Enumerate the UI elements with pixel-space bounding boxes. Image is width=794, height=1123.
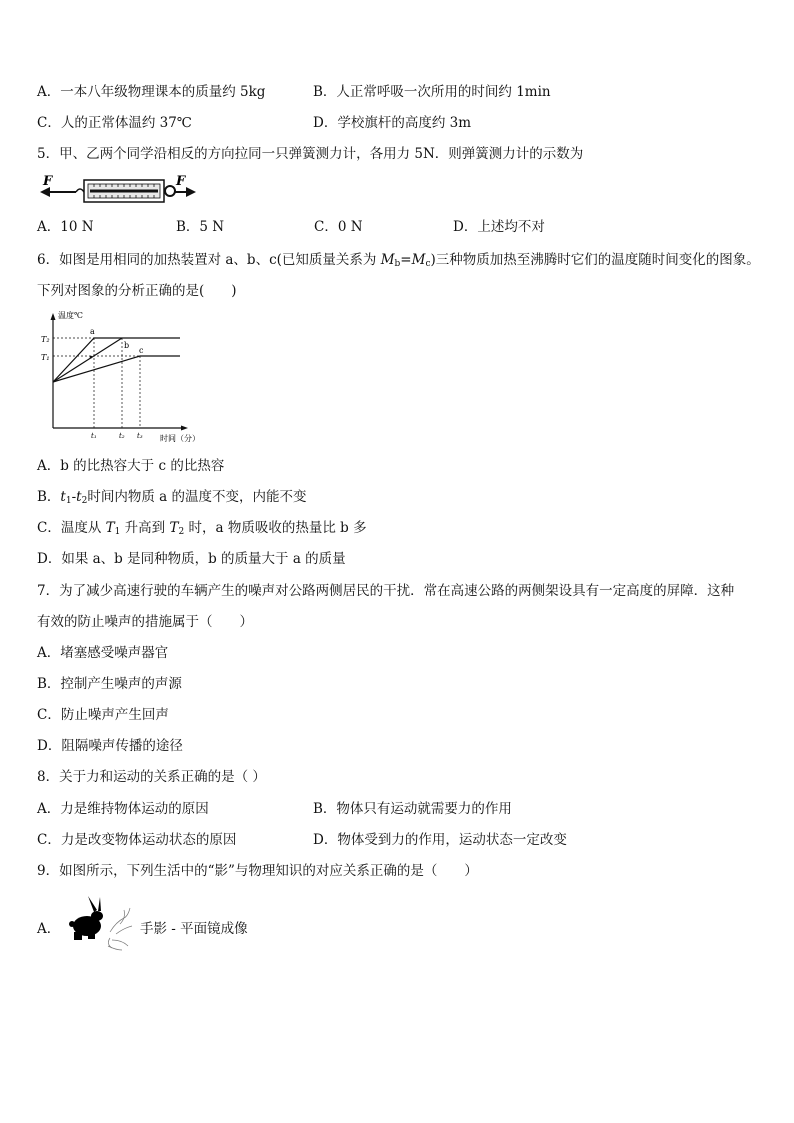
- q8-stem: 8．关于力和运动的关系正确的是（ ）: [37, 769, 266, 785]
- temperature-time-graph: [36, 308, 216, 446]
- q6-option-c-text: 时，a 物质吸收的热量比 b 多: [184, 520, 367, 536]
- q6-option-c-prefix: C．温度从: [37, 520, 106, 536]
- curve-a-label: a: [90, 327, 95, 336]
- q6-option-b-t2: t: [76, 489, 82, 505]
- q6-option-a: A．b 的比热容大于 c 的比热容: [37, 458, 225, 474]
- q6-option-c-mid: 升高到: [120, 520, 170, 536]
- q6-option-b-t2-sub: 2: [81, 496, 88, 506]
- q6-option-b-text: 时间内物质 a 的温度不变，内能不变: [87, 489, 307, 505]
- q6-mass-b: M: [380, 252, 395, 268]
- q6-stem-text-end: )三种物质加热至沸腾时它们的温度随时间变化的图象。: [430, 252, 760, 268]
- curve-c-label: c: [139, 346, 144, 355]
- curve-a: [53, 338, 180, 382]
- t1-level-label: T₁: [41, 353, 50, 362]
- q6-mass-c: M: [411, 252, 426, 268]
- q5-option-a: A．10 N: [37, 219, 94, 235]
- q7-option-a: A．堵塞感受噪声器官: [37, 645, 169, 661]
- q6-option-c-T2: T: [169, 520, 179, 536]
- curve-c: [53, 356, 180, 382]
- x-axis-label: 时间（分）: [160, 434, 200, 443]
- q6-option-b-dash: -: [71, 489, 77, 505]
- q7-stem-line1: 7．为了减少高速行驶的车辆产生的噪声对公路两侧居民的干扰．常在高速公路的两侧架设具有一定高度的屏障．这种: [37, 583, 735, 599]
- y-axis-label: 温度℃: [58, 311, 83, 320]
- force-label-right: F: [176, 174, 186, 189]
- q7-option-b: B．控制产生噪声的声源: [37, 676, 182, 692]
- force-label-left: F: [43, 174, 53, 189]
- q9-option-a-label: A．: [37, 921, 61, 937]
- q5-option-d: D．上述均不对: [453, 219, 545, 235]
- curve-b-label: b: [124, 341, 130, 350]
- q8-option-d: D．物体受到力的作用，运动状态一定改变: [313, 832, 567, 848]
- q6-option-b-prefix: B．: [37, 489, 61, 505]
- q4-option-d: D．学校旗杆的高度约 3m: [313, 115, 472, 131]
- q8-option-b: B．物体只有运动就需要力的作用: [313, 801, 512, 817]
- q4-option-b: B．人正常呼吸一次所用的时间约 1min: [313, 84, 551, 100]
- q7-option-c: C．防止噪声产生回声: [37, 707, 169, 723]
- spring-balance-figure: [38, 172, 198, 208]
- rabbit-hand-shadow-image: [64, 894, 142, 956]
- q6-option-b-t1: t: [60, 489, 66, 505]
- q6-option-c: [37, 519, 367, 541]
- t2-level-label: T₂: [41, 335, 50, 344]
- q4-option-a: A．一本八年级物理课本的质量约 5kg: [37, 84, 266, 100]
- tick-t1: t₁: [91, 432, 97, 440]
- q9-option-a-text: 手影 - 平面镜成像: [140, 921, 248, 937]
- q6-option-c-T1-sub: 1: [114, 527, 121, 537]
- q6-stem: [37, 251, 760, 273]
- q4-option-c: C．人的正常体温约 37℃: [37, 115, 192, 131]
- tick-t2: t₂: [119, 432, 125, 440]
- q6-option-d: D．如果 a、b 是同种物质，b 的质量大于 a 的质量: [37, 551, 346, 567]
- q6-option-b-t1-sub: 1: [65, 496, 72, 506]
- q5-option-b: B．5 N: [176, 219, 225, 235]
- q6-option-c-T2-sub: 2: [178, 527, 185, 537]
- q6-mass-b-sub: b: [394, 259, 401, 269]
- q6-option-b: [37, 488, 306, 510]
- q6-equals: =: [400, 252, 412, 268]
- q6-stem-line2: 下列对图象的分析正确的是( ): [37, 283, 237, 299]
- q7-stem-line2: 有效的防止噪声的措施属于（ ）: [37, 614, 253, 630]
- q8-option-a: A．力是维持物体运动的原因: [37, 801, 209, 817]
- q7-option-d: D．阻隔噪声传播的途径: [37, 738, 183, 754]
- q9-stem: 9．如图所示，下列生活中的“影”与物理知识的对应关系正确的是（ ）: [37, 863, 478, 879]
- q6-option-c-T1: T: [105, 520, 115, 536]
- q5-option-c: C．0 N: [314, 219, 363, 235]
- q8-option-c: C．力是改变物体运动状态的原因: [37, 832, 237, 848]
- q6-stem-text: 6．如图是用相同的加热装置对 a、b、c(已知质量关系为: [37, 252, 381, 268]
- q6-mass-c-sub: c: [425, 259, 431, 269]
- q5-stem: 5．甲、乙两个同学沿相反的方向拉同一只弹簧测力计，各用力 5N．则弹簧测力计的示数为: [37, 146, 584, 162]
- tick-t3: t₃: [137, 432, 143, 440]
